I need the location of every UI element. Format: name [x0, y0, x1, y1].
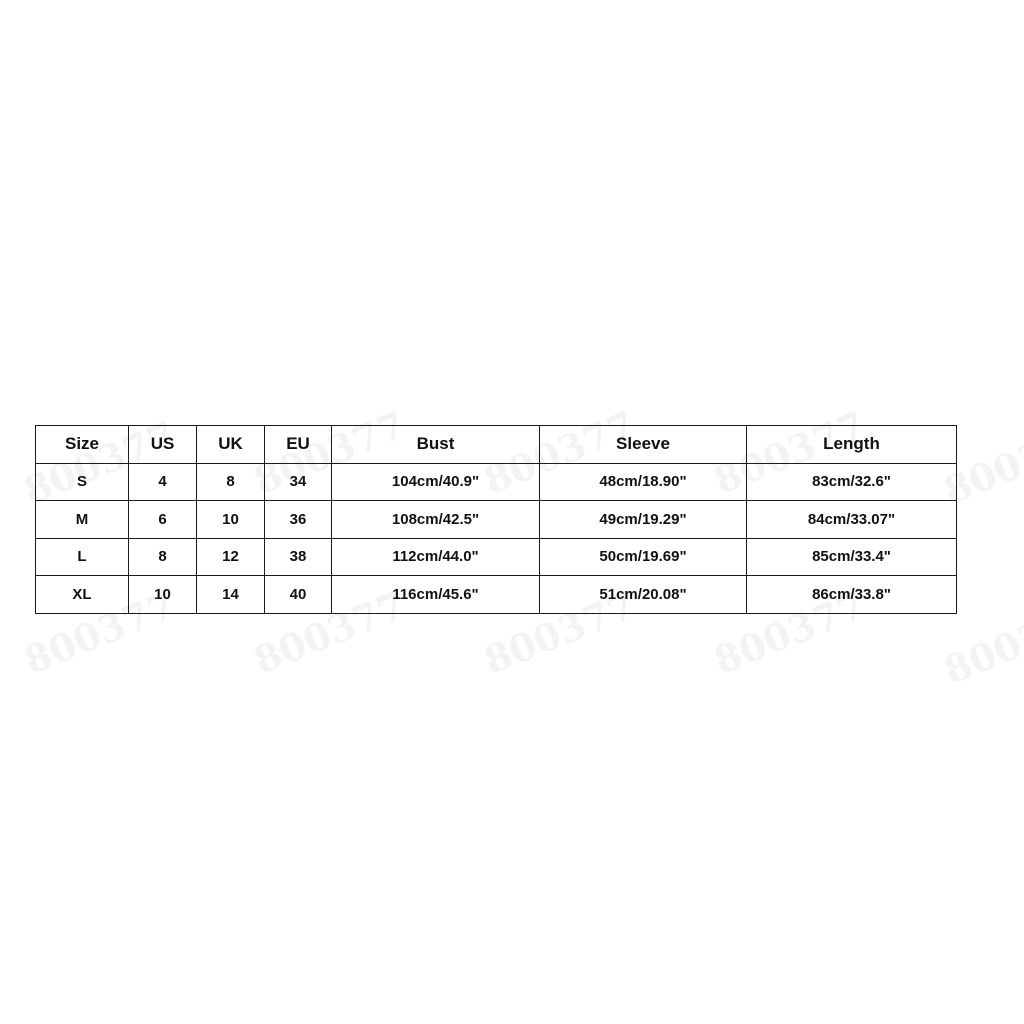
cell-size: XL: [36, 576, 129, 614]
cell-eu: 38: [265, 538, 332, 576]
cell-uk: 14: [197, 576, 265, 614]
header-us: US: [129, 426, 197, 464]
cell-size: S: [36, 463, 129, 501]
table-row: [36, 501, 957, 539]
cell-us: 6: [129, 501, 197, 539]
cell-eu: 40: [265, 576, 332, 614]
header-eu: EU: [265, 426, 332, 464]
table-row: [36, 538, 957, 576]
header-uk: UK: [197, 426, 265, 464]
cell-size: M: [36, 501, 129, 539]
cell-bust: 104cm/40.9": [332, 463, 540, 501]
header-sleeve: Sleeve: [540, 426, 747, 464]
cell-sleeve: 51cm/20.08": [540, 576, 747, 614]
cell-length: 85cm/33.4": [747, 538, 957, 576]
cell-uk: 12: [197, 538, 265, 576]
cell-uk: 10: [197, 501, 265, 539]
size-chart-table: [35, 425, 957, 614]
table-header-row: [36, 426, 957, 464]
cell-us: 8: [129, 538, 197, 576]
cell-bust: 108cm/42.5": [332, 501, 540, 539]
cell-bust: 112cm/44.0": [332, 538, 540, 576]
header-bust: Bust: [332, 426, 540, 464]
cell-us: 10: [129, 576, 197, 614]
cell-bust: 116cm/45.6": [332, 576, 540, 614]
cell-eu: 34: [265, 463, 332, 501]
cell-length: 83cm/32.6": [747, 463, 957, 501]
header-length: Length: [747, 426, 957, 464]
cell-size: L: [36, 538, 129, 576]
cell-length: 86cm/33.8": [747, 576, 957, 614]
table-row: [36, 576, 957, 614]
cell-sleeve: 50cm/19.69": [540, 538, 747, 576]
cell-sleeve: 48cm/18.90": [540, 463, 747, 501]
header-size: Size: [36, 426, 129, 464]
cell-uk: 8: [197, 463, 265, 501]
cell-sleeve: 49cm/19.29": [540, 501, 747, 539]
cell-us: 4: [129, 463, 197, 501]
cell-length: 84cm/33.07": [747, 501, 957, 539]
cell-eu: 36: [265, 501, 332, 539]
table-row: [36, 463, 957, 501]
